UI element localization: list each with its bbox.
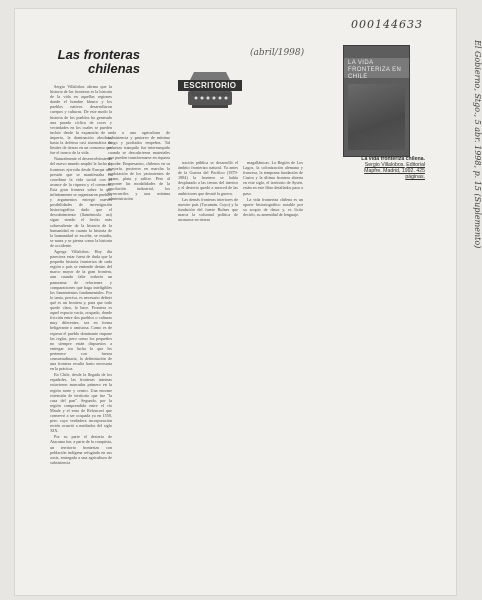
book-author: Sergio Villalobos. [364,162,405,168]
paragraph: magallánicas. La Región de Los Lagos, la colonización alemana y francesa, la temprana fundación de Castro y la última frontera abierta en este siglo, el territorio de Aysén, están en este libro detallados paso a paso. [243,160,303,196]
article-title-line1: Las fronteras [57,47,140,62]
paragraph: La vida fronteriza chilena es un aporte historiográfico notable por su acopio de datos y, es lícito decirlo, su amenidad de lenguaje. [243,196,303,217]
book-publisher: Editorial Mapfre. Madrid, 1992. 425 páginas. [364,162,425,180]
book-cover-image [343,45,410,157]
article-title-line2: chilenas [87,61,140,76]
book-cover-title [348,60,405,81]
paragraph: Sergio Villalobos afirma que la historia de las fronteras es la historia de la vida en aquellas regiones donde el hombre blanco y los pueblos nativos desarrollaron cuerpos y culturas. De este modo la historia de los pueblos ha generado una parada cíclica de roces y vecindades en los cuales se pueden incluir desde la expansión de un imperio, la dominación absoluta, hasta la defensa casi sistemática de límites de tierras en un consenso que fue el tronco de la vida. [50,84,112,156]
paragraph: Las demás fronteras interiores de nuestro país (Tucumán, Cuyo) y la fundación del fuerte Bulnes que marca la voluntad política de asomarse en tierras [178,196,238,223]
paragraph: Agrega Villalobos: Hoy día pareciera estar fuera de duda que la pequeña historia fronteriza de cada región o país se entiende dentro del marco mayor de la gran frontera, aun cuando falte todavía un panorama de relaciones y comparaciones que haga inteligibles los lineamientos fundamentales. Por lo tanto, precisa, es necesario definir qué es un frontera y, para que todo quede claro, lo hace. Frontera es aquel espacio vacío, ocupado, donde fricción entre dos pueblos o culturas muy diferentes, sea en forma beligerante o amistosa. Como es de esperar el pueblo dominante impone las reglas, pero como los pequeños no siempre están dispuestos a entregar sin lucha lo que les pertenece con fuerza consuetudinaria, la delimitación de una frontera resulta harto necesaria en la práctica. [50,249,112,372]
book-caption [355,156,425,180]
paragraph: Por su parte el desierto de Atacama fue, a parte de la conquista, un territorio fronterizo con población indígena refugiada en sus oasis, entregada a una agricultura de subsistencia [50,434,112,465]
book-cover-title-line: CHILE [348,74,368,80]
book-cover-title-line: LA VIDA [348,60,374,66]
paragraph: En Chile, desde la llegada de los españoles, las fronteras internas estuvieron marcadas primero en la región norte y centro. Una enorme extensión de territorio que fue "la casa del pan". Segundo, por la región comprendida entre el río Maule y el seno de Reloncaví que conservó a ser ocupada ya en 1550, pero cuya verdadera incorporación recién ocurrió a mediados del siglo XIX. [50,372,112,434]
article-column-1 [50,84,112,466]
book-cover-title-line: FRONTERIZA EN [348,67,402,73]
handwritten-source-note: El Gobierno, Stgo., 5 abr. 1998, p. 15 (Suplemento) [473,40,482,249]
article-column-3 [178,160,238,223]
paragraph: Naturalmente el desenvolvimiento del nuevo mundo amplió la lucha de fronteras ejercida desde Europa una presión que se manifestaba en coordinar la vida social con el avance de la riqueza y el comercio. Esta gran frontera sobre la que infinitamente se organizaron pueblos y argumentos entregó nuevas posibilidades de investigación historiográfica dado que el descubrimiento (llamémoslo así) sigue siendo el hecho más sobresaliente de la historia de la humanidad en cuanto la historia de la humanidad se escribe, se estudia, se narra y se piensa como la historia de occidente. [50,156,112,248]
paragraph: da a una agricultura de subsistencia y pastoreo de mínimo rango y porfiados empeños. Tal esfuerzo tranquilo fue interrumpido cuando se descubrieron materiales que pueden transformarse en riqueza y poder. Empresarios, chilenos en su mayoría, pusieron en marcha la explotación de los yacimientos de guano, plata y salitre. Pero al imponer las modalidades de la revolución industrial, los ferrocarriles y una mínima administración [108,130,170,202]
paragraph: tración pública se desarrolló el ámbito fronterizo natural. Ya antes de la Guerra del Pacífico (1879-1884) la frontera se había desplazado a las tierras del interior y el desierto quedó a merced de las ambiciones que desató la guerra. [178,160,238,196]
book-title: La vida fronteriza chilena. [361,156,425,162]
article-column-4 [243,160,303,218]
section-name: ESCRITORIO [178,80,242,91]
article-column-2 [108,130,170,202]
section-author: Carlos Ossandón [191,92,231,98]
handwritten-doc-id: 000144633 [351,18,423,31]
article-title [48,48,140,76]
section-logo [180,64,240,114]
book-cover-illustration [348,84,405,150]
handwritten-date: (abril/1998) [250,48,305,58]
